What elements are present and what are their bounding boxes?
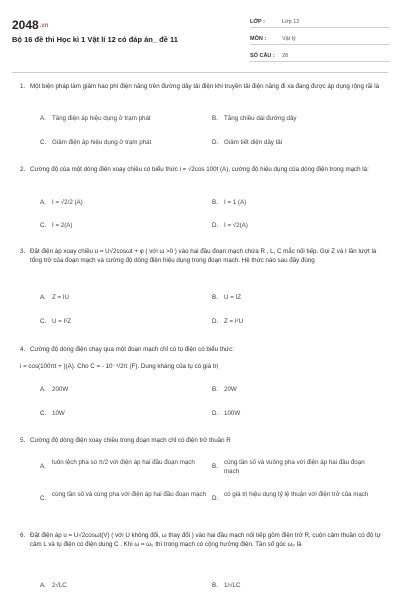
option-c[interactable]	[40, 490, 207, 503]
option-d[interactable]	[212, 409, 240, 418]
meta-table	[250, 16, 390, 67]
option-text: Giảm điện áp hiệu dụng ở trạm phát	[52, 139, 152, 146]
options-1	[20, 114, 382, 144]
option-letter: C.	[40, 139, 47, 146]
option-a[interactable]	[40, 293, 69, 302]
question-text: Đặt điện áp u = U√2cosωt(V) ( với U không đổi, ω thay đổi ) vào hai đầu mạch nối tiếp gồm điện trở R, cuộn cảm thuần có độ tự cảm L và tụ điện có điện dung C . Khi ω = ω₀ thì trong mạch có cộng hưởng điện. Tần số góc ω₀ là	[30, 532, 381, 548]
option-text: 2√LC	[52, 582, 67, 589]
meta-row-class	[250, 16, 390, 28]
question-text: Cường độ của một dòng điện xoay chiều có biểu thức i = √2cos 100t (A), cường độ hiệu dụng của dòng điện trong mạch là:	[30, 166, 369, 173]
option-b[interactable]	[212, 114, 297, 123]
meta-value: Vật lý	[282, 35, 296, 42]
document-title: Bộ 16 đề thi Học kì 1 Vật lí 12 có đáp án_ đề 11	[12, 35, 178, 44]
option-letter: D.	[212, 222, 219, 229]
document-header	[0, 0, 400, 68]
question-number: 1.	[20, 83, 26, 90]
option-letter: C.	[40, 318, 47, 325]
meta-label: LỚP :	[250, 18, 265, 25]
option-b[interactable]	[212, 458, 379, 476]
question-number: 3.	[20, 248, 26, 255]
option-text: I = 2(A)	[52, 222, 73, 229]
option-letter: B.	[212, 199, 218, 206]
question-number: 6.	[20, 532, 26, 539]
option-text: U = I²Z	[52, 318, 72, 325]
option-c[interactable]	[40, 317, 71, 326]
option-letter: B.	[212, 582, 218, 589]
option-text: 100W	[224, 410, 241, 417]
question-number: 5.	[20, 437, 26, 444]
option-letter: C.	[40, 495, 47, 502]
meta-label: MÔN :	[250, 35, 267, 42]
option-letter: D.	[212, 410, 219, 417]
question-text: Cường độ dòng điện xoay chiều trong đoạn mạch chỉ có điện trở thuần R	[30, 437, 231, 444]
option-letter: B.	[212, 115, 218, 122]
option-a[interactable]	[40, 581, 67, 590]
meta-row-subject	[250, 33, 390, 45]
option-c[interactable]	[40, 138, 151, 147]
option-text: 1/√LC	[224, 582, 241, 589]
option-d[interactable]	[212, 490, 379, 503]
option-text: 10W	[52, 410, 65, 417]
option-letter: A.	[40, 386, 46, 393]
option-text: Z = I²U	[224, 318, 244, 325]
option-a[interactable]	[40, 114, 151, 123]
option-letter: A.	[40, 115, 46, 122]
question-5	[20, 436, 382, 445]
site-logo[interactable]	[12, 18, 48, 32]
option-text: I = √2(A)	[224, 222, 248, 229]
option-b[interactable]	[212, 198, 246, 207]
question-text: Cường độ dòng điện chạy qua một đoạn mạch chỉ có tụ điện có biểu thức:	[30, 346, 234, 353]
question-3	[20, 247, 382, 265]
logo-suffix: .vn	[39, 22, 49, 29]
options-5	[20, 458, 382, 518]
option-letter: B.	[212, 463, 218, 470]
logo-text: 2048	[12, 18, 39, 32]
question-4	[20, 345, 382, 354]
option-text: Tăng chiều dài đường dây	[224, 115, 297, 122]
question-1	[20, 82, 382, 91]
question-2	[20, 165, 382, 174]
options-6	[20, 581, 382, 595]
question-4-formula	[20, 362, 382, 371]
option-text: U = IZ	[224, 294, 242, 301]
meta-row-count	[250, 50, 390, 62]
option-b[interactable]	[212, 581, 240, 590]
option-text: 20W	[224, 386, 237, 393]
question-number: 4.	[20, 346, 26, 353]
option-letter: A.	[40, 199, 46, 206]
options-4	[20, 385, 382, 417]
question-text: Đặt điện áp xoay chiều u = U√2cosωt + φ ( với ω >0 ) vào hai đầu đoạn mạch chứa R , L, C mắc nối tiếp. Gọi Z và I lần lượt là tổng trở của đoạn mạch và cường độ dòng điện hiệu dụng trong đoạn mạch. Hệ thức nào sau đây đúng	[30, 248, 377, 264]
option-letter: A.	[40, 463, 46, 470]
question-text-2: i = cos(100πt + )(A). Cho C = - 10⁻⁴/2π (F). Dung kháng của tụ có giá trị	[20, 363, 218, 370]
option-text: cùng tần số và cùng pha với điện áp hai đầu đoạn mạch	[52, 491, 207, 498]
option-letter: A.	[40, 294, 46, 301]
option-a[interactable]	[40, 458, 207, 471]
option-letter: D.	[212, 318, 219, 325]
option-letter: D.	[212, 495, 219, 502]
option-c[interactable]	[40, 221, 72, 230]
option-d[interactable]	[212, 221, 248, 230]
option-letter: C.	[40, 222, 47, 229]
option-text: luôn lệch pha so π/2 với điện áp hai đầu đoạn mạch	[52, 459, 195, 466]
option-letter: A.	[40, 582, 46, 589]
option-text: Giảm tiết diện dây tải	[224, 139, 283, 146]
question-6	[20, 531, 382, 549]
meta-value: 28	[282, 52, 289, 59]
options-2	[20, 198, 382, 228]
option-text: cùng tần số và vuông pha với điện áp hai đầu đoạn mạch	[224, 459, 365, 475]
option-text: I = √2/2 (A)	[52, 199, 83, 206]
option-c[interactable]	[40, 409, 65, 418]
option-b[interactable]	[212, 293, 241, 302]
option-letter: D.	[212, 139, 219, 146]
option-text: có giá trị hiệu dụng tỷ lệ thuận với điện trở của mạch	[224, 491, 369, 498]
options-3	[20, 293, 382, 325]
meta-value: Lớp 12	[282, 18, 300, 25]
question-number: 2.	[20, 166, 26, 173]
meta-label: SỐ CÂU :	[250, 52, 275, 59]
question-text: Một biện pháp làm giảm hao phí điện năng trên đường dây tải điện khi truyền tải điện năng đi xa đang được áp dụng rộng rãi là	[30, 83, 380, 90]
option-a[interactable]	[40, 198, 83, 207]
option-d[interactable]	[212, 317, 243, 326]
option-a[interactable]	[40, 385, 68, 394]
option-letter: C.	[40, 410, 47, 417]
option-b[interactable]	[212, 385, 237, 394]
option-text: I = 1 (A)	[224, 199, 247, 206]
option-text: Z = IU	[52, 294, 70, 301]
option-letter: B.	[212, 386, 218, 393]
option-text: 200W	[52, 386, 69, 393]
option-d[interactable]	[212, 138, 282, 147]
option-text: Tăng điện áp hiệu dụng ở trạm phát	[52, 115, 151, 122]
header-divider	[12, 72, 388, 73]
option-letter: B.	[212, 294, 218, 301]
